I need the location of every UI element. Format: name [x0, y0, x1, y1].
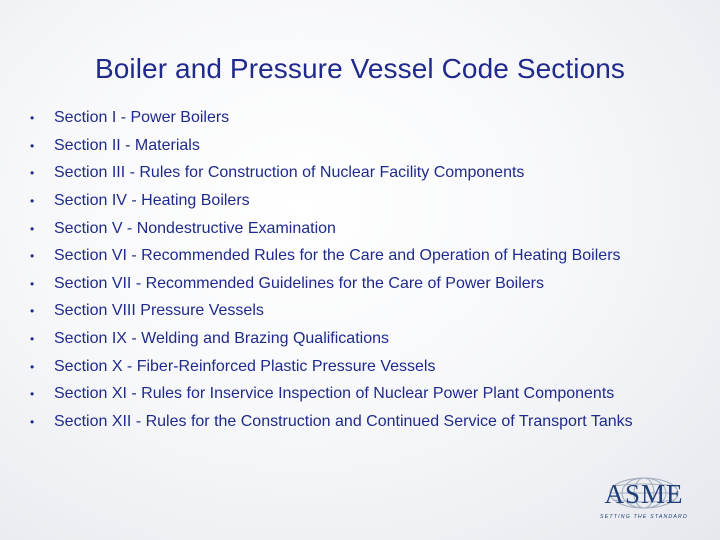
bullet-icon: •: [30, 360, 35, 374]
list-item-text: Section VIII Pressure Vessels: [54, 302, 264, 319]
list-item-text: Section IX - Welding and Brazing Qualifications: [54, 330, 389, 347]
bullet-icon: •: [30, 277, 35, 291]
bullet-icon: •: [30, 139, 35, 153]
list-item-text: Section XII - Rules for the Construction and Continued Service of Transport Tanks: [54, 413, 633, 430]
bullet-icon: •: [30, 332, 35, 346]
asme-logo-icon: [594, 476, 694, 522]
list-item-text: Section VI - Recommended Rules for the Care and Operation of Heating Boilers: [54, 247, 621, 264]
bullet-icon: •: [30, 304, 35, 318]
bullet-icon: •: [30, 415, 35, 429]
svg-text:SETTING THE STANDARD: SETTING THE STANDARD: [600, 514, 688, 520]
svg-text:ASME: ASME: [604, 479, 684, 509]
bullet-icon: •: [30, 387, 35, 401]
bullet-icon: •: [30, 166, 35, 180]
slide-title: Boiler and Pressure Vessel Code Sections: [94, 53, 626, 84]
list-item-text: Section II - Materials: [54, 137, 200, 154]
list-item-text: Section IV - Heating Boilers: [54, 192, 250, 209]
list-item-text: Section V - Nondestructive Examination: [54, 220, 336, 237]
list-item-text: Section XI - Rules for Inservice Inspection of Nuclear Power Plant Components: [54, 385, 615, 402]
bullet-icon: •: [30, 111, 35, 125]
list-item-text: Section I - Power Boilers: [54, 109, 230, 126]
bullet-icon: •: [30, 222, 35, 236]
list-item-text: Section III - Rules for Construction of Nuclear Facility Components: [54, 164, 525, 181]
list-item-text: Section VII - Recommended Guidelines for the Care of Power Boilers: [54, 275, 545, 292]
bullet-icon: •: [30, 194, 35, 208]
bullet-icon: •: [30, 249, 35, 263]
list-item-text: Section X - Fiber-Reinforced Plastic Pressure Vessels: [54, 358, 436, 375]
asme-logo: [594, 476, 694, 522]
